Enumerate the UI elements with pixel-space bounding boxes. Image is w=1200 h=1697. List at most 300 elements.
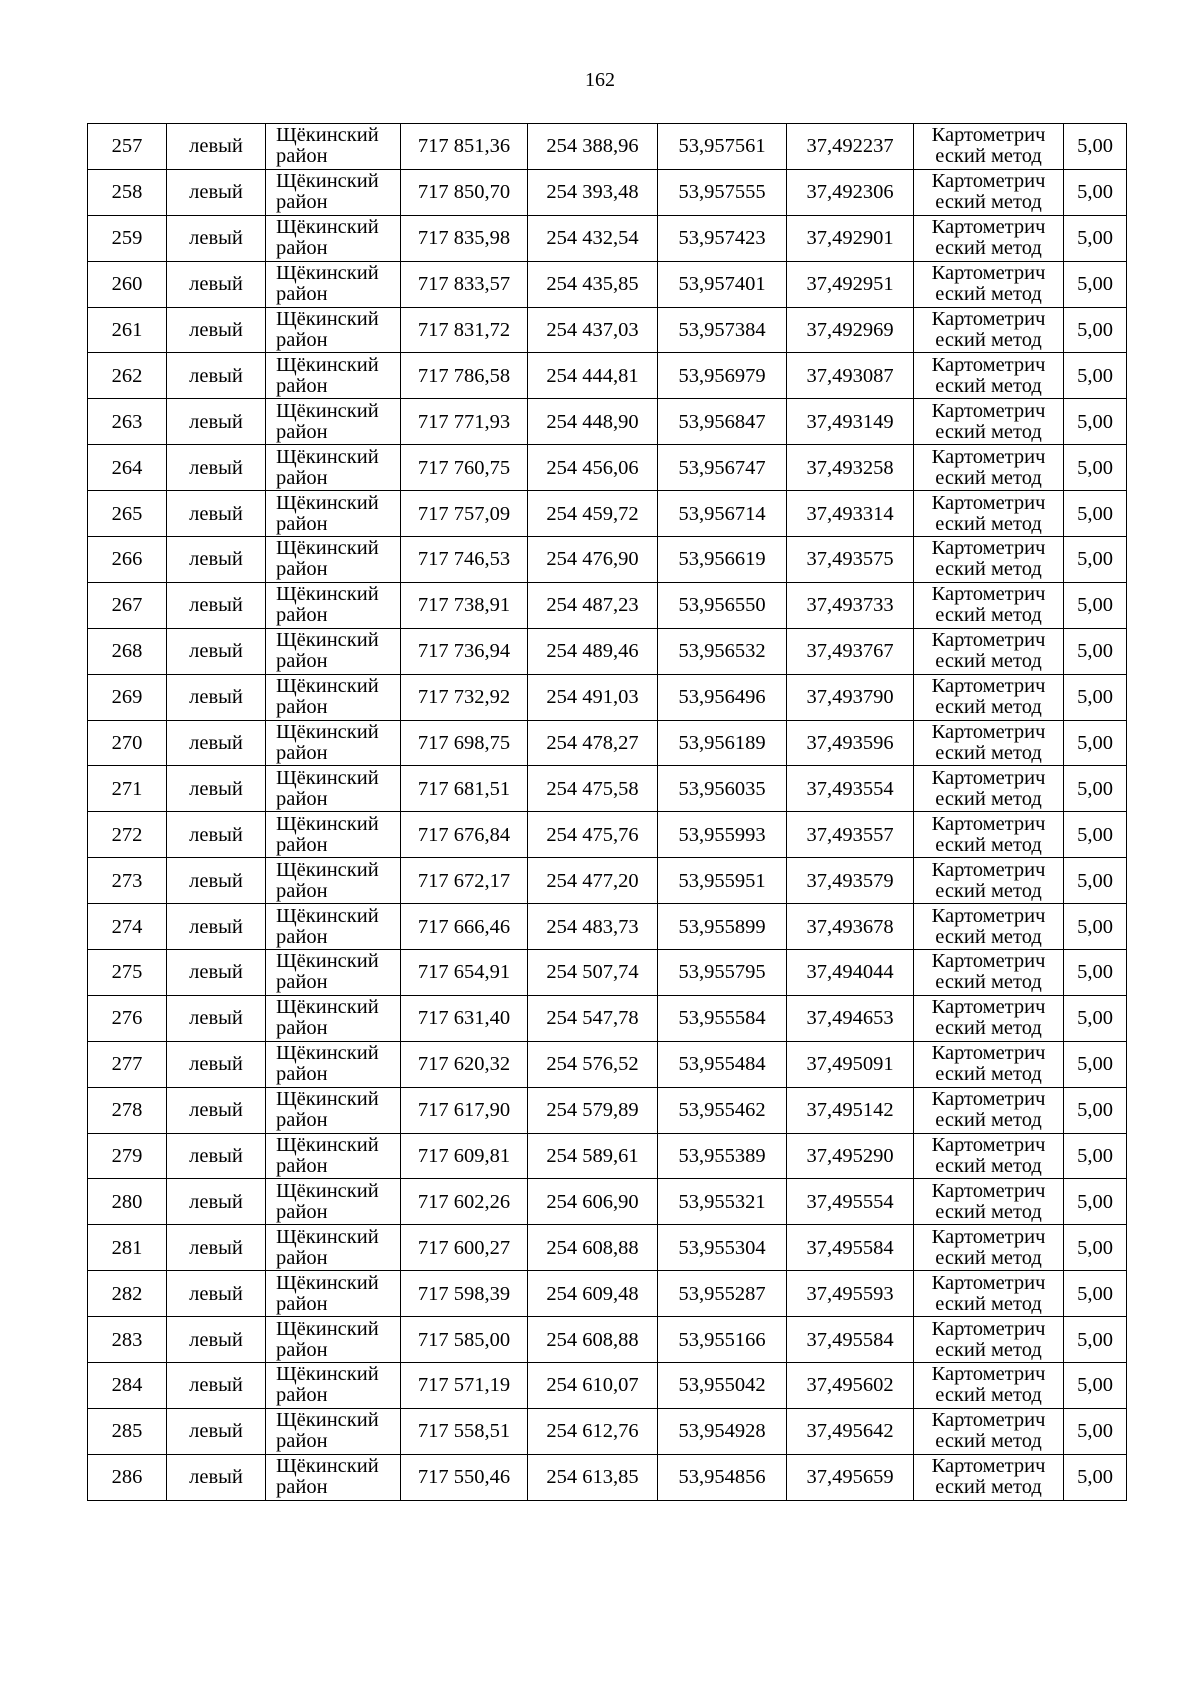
table-row [88,124,1127,170]
method-cell [914,1271,1064,1317]
accuracy-cell [1064,537,1127,583]
point-number: 260 [111,273,143,296]
point-number: 278 [111,1099,143,1122]
x-coordinate-cell [401,307,528,353]
side-cell [167,1317,266,1363]
accuracy-cell [1064,766,1127,812]
point-number: 263 [111,410,143,433]
accuracy-cell [1064,950,1127,996]
x-coordinate-cell [401,537,528,583]
bank-side: левый [189,319,243,341]
district-name-line: Щёкинский [276,1409,379,1432]
table-row [88,628,1127,674]
x-coordinate: 717 602,26 [417,1190,511,1213]
district-name-line: район [276,696,328,719]
latitude-cell [658,812,787,858]
bank-side: левый [189,410,243,433]
bank-side: левый [189,502,243,525]
x-coordinate: 717 558,51 [417,1420,511,1443]
district-name-line: Щёкинский [276,721,379,744]
table-row [88,307,1127,353]
x-coordinate: 717 571,19 [417,1374,511,1397]
y-coordinate-cell [528,766,658,812]
district-cell [266,1179,401,1225]
longitude-cell [787,537,914,583]
table-row [88,169,1127,215]
longitude-cell [787,812,914,858]
accuracy: 5,00 [1077,1420,1113,1443]
latitude: 53,957384 [678,319,766,341]
district-name-line: Щёкинский [276,445,379,468]
bank-side: левый [189,1190,243,1213]
longitude: 37,492951 [806,273,894,296]
point-number: 280 [111,1190,143,1213]
method-cell [914,582,1064,628]
point-number: 281 [111,1236,143,1259]
side-cell [167,1454,266,1500]
y-coordinate-cell [528,1041,658,1087]
side-cell [167,674,266,720]
point-number: 285 [111,1420,143,1443]
district-cell [266,720,401,766]
method-line: еский метод [935,833,1042,856]
longitude: 37,492969 [806,319,894,341]
method-cell [914,1087,1064,1133]
latitude-cell [658,215,787,261]
accuracy: 5,00 [1077,456,1113,479]
y-coordinate: 254 608,88 [546,1328,639,1351]
longitude: 37,493575 [806,548,894,571]
table-row [88,1454,1127,1500]
bank-side: левый [189,1053,243,1076]
longitude-cell [787,904,914,950]
method-line: Картометрич [931,170,1046,193]
x-coordinate: 717 631,40 [417,1007,511,1030]
y-coordinate-cell [528,1225,658,1271]
longitude: 37,495659 [806,1466,894,1489]
method-line: Картометрич [931,399,1046,422]
y-coordinate-cell [528,674,658,720]
method-cell [914,261,1064,307]
y-coordinate: 254 609,48 [546,1282,639,1305]
longitude-cell [787,1179,914,1225]
accuracy-cell [1064,858,1127,904]
point-number-cell [88,399,167,445]
x-coordinate-cell [401,582,528,628]
longitude-cell [787,582,914,628]
point-number: 262 [111,364,143,387]
longitude: 37,495554 [806,1190,894,1213]
bank-side: левый [189,1145,243,1168]
longitude: 37,492237 [806,135,894,158]
method-line: Картометрич [931,996,1046,1019]
method-line: еский метод [935,283,1042,306]
latitude: 53,956714 [678,502,766,525]
longitude-cell [787,720,914,766]
method-cell [914,307,1064,353]
district-cell [266,124,401,170]
table-row [88,537,1127,583]
latitude: 53,956747 [678,456,766,479]
point-number: 273 [111,869,143,892]
side-cell [167,628,266,674]
table-row [88,445,1127,491]
latitude: 53,957561 [678,135,766,158]
side-cell [167,169,266,215]
longitude: 37,495290 [806,1145,894,1168]
x-coordinate: 717 851,36 [417,135,511,158]
bank-side: левый [189,1236,243,1259]
bank-side: левый [189,869,243,892]
method-cell [914,399,1064,445]
method-line: Картометрич [931,1317,1046,1340]
method-line: Картометрич [931,537,1046,560]
district-cell [266,628,401,674]
accuracy-cell [1064,1317,1127,1363]
method-cell [914,674,1064,720]
longitude-cell [787,674,914,720]
accuracy: 5,00 [1077,823,1113,846]
method-cell [914,904,1064,950]
district-name-line: район [276,742,328,765]
x-coordinate: 717 760,75 [417,456,511,479]
latitude-cell [658,1271,787,1317]
bank-side: левый [189,273,243,296]
accuracy: 5,00 [1077,732,1113,755]
district-cell [266,766,401,812]
method-line: еский метод [935,145,1042,168]
y-coordinate-cell [528,491,658,537]
longitude-cell [787,399,914,445]
table-row [88,491,1127,537]
method-line: еский метод [935,1476,1042,1499]
x-coordinate-cell [401,628,528,674]
district-name-line: Щёкинский [276,537,379,560]
accuracy-cell [1064,215,1127,261]
y-coordinate: 254 606,90 [546,1190,639,1213]
method-cell [914,491,1064,537]
longitude-cell [787,766,914,812]
x-coordinate: 717 738,91 [417,594,511,617]
district-cell [266,1271,401,1317]
x-coordinate-cell [401,1454,528,1500]
point-number: 261 [111,319,143,341]
accuracy-cell [1064,1363,1127,1409]
latitude-cell [658,995,787,1041]
method-line: Картометрич [931,1409,1046,1432]
method-cell [914,766,1064,812]
district-cell [266,1363,401,1409]
method-cell [914,995,1064,1041]
point-number-cell [88,1225,167,1271]
method-cell [914,169,1064,215]
accuracy-cell [1064,582,1127,628]
district-name-line: Щёкинский [276,1179,379,1202]
side-cell [167,353,266,399]
longitude: 37,493557 [806,823,894,846]
accuracy: 5,00 [1077,1145,1113,1168]
bank-side: левый [189,594,243,617]
latitude-cell [658,169,787,215]
district-cell [266,1317,401,1363]
point-number-cell [88,1133,167,1179]
y-coordinate-cell [528,858,658,904]
latitude-cell [658,261,787,307]
point-number: 274 [111,915,143,938]
accuracy: 5,00 [1077,1053,1113,1076]
table-row [88,261,1127,307]
method-line: еский метод [935,374,1042,397]
bank-side: левый [189,364,243,387]
y-coordinate-cell [528,169,658,215]
district-name-line: район [276,1384,328,1407]
district-name-line: район [276,1292,328,1315]
y-coordinate: 254 456,06 [546,456,639,479]
district-name-line: Щёкинский [276,1225,379,1248]
method-line: еский метод [935,329,1042,351]
x-coordinate: 717 732,92 [417,686,511,709]
accuracy-cell [1064,1087,1127,1133]
table-row [88,950,1127,996]
x-coordinate: 717 654,91 [417,961,511,984]
accuracy-cell [1064,353,1127,399]
longitude: 37,495642 [806,1420,894,1443]
district-name-line: район [276,1200,328,1223]
latitude-cell [658,1179,787,1225]
district-cell [266,858,401,904]
method-cell [914,858,1064,904]
y-coordinate-cell [528,1317,658,1363]
point-number: 286 [111,1466,143,1489]
accuracy-cell [1064,445,1127,491]
method-cell [914,1454,1064,1500]
y-coordinate-cell [528,995,658,1041]
latitude-cell [658,904,787,950]
y-coordinate-cell [528,261,658,307]
method-line: еский метод [935,1246,1042,1269]
accuracy: 5,00 [1077,640,1113,663]
side-cell [167,1133,266,1179]
x-coordinate: 717 736,94 [417,640,511,663]
district-cell [266,904,401,950]
method-line: Картометрич [931,904,1046,927]
latitude: 53,955042 [678,1374,766,1397]
latitude-cell [658,1408,787,1454]
latitude: 53,957423 [678,227,766,250]
x-coordinate: 717 672,17 [417,869,511,892]
district-name-line: район [276,374,328,397]
y-coordinate: 254 435,85 [546,273,639,296]
y-coordinate-cell [528,1179,658,1225]
x-coordinate-cell [401,491,528,537]
x-coordinate: 717 676,84 [417,823,511,846]
district-name-line: район [276,466,328,489]
longitude-cell [787,124,914,170]
method-line: Картометрич [931,262,1046,285]
district-name-line: район [276,237,328,260]
y-coordinate: 254 477,20 [546,869,639,892]
bank-side: левый [189,686,243,709]
point-number-cell [88,858,167,904]
point-number: 257 [111,135,143,158]
point-number-cell [88,445,167,491]
accuracy: 5,00 [1077,869,1113,892]
side-cell [167,812,266,858]
point-number-cell [88,904,167,950]
method-line: Картометрич [931,1225,1046,1248]
district-cell [266,1454,401,1500]
method-line: еский метод [935,1155,1042,1178]
accuracy: 5,00 [1077,915,1113,938]
method-cell [914,812,1064,858]
bank-side: левый [189,1282,243,1305]
district-name-line: Щёкинский [276,675,379,698]
side-cell [167,1087,266,1133]
latitude: 53,955166 [678,1328,766,1351]
district-name-line: район [276,833,328,856]
point-number: 276 [111,1007,143,1030]
district-name-line: район [276,420,328,443]
bank-side: левый [189,135,243,158]
latitude-cell [658,353,787,399]
district-name-line: район [276,650,328,673]
method-line: еский метод [935,466,1042,489]
y-coordinate: 254 475,58 [546,777,639,800]
table-row [88,215,1127,261]
district-cell [266,674,401,720]
district-name-line: Щёкинский [276,950,379,973]
method-line: Картометрич [931,721,1046,744]
district-name-line: Щёкинский [276,812,379,835]
district-cell [266,307,401,353]
y-coordinate: 254 610,07 [546,1374,639,1397]
point-number-cell [88,582,167,628]
method-line: Картометрич [931,858,1046,881]
district-name-line: Щёкинский [276,399,379,422]
page-number: 162 [585,69,615,91]
y-coordinate-cell [528,445,658,491]
side-cell [167,491,266,537]
side-cell [167,1225,266,1271]
table-row [88,1317,1127,1363]
y-coordinate-cell [528,1363,658,1409]
bank-side: левый [189,227,243,250]
method-line: еский метод [935,742,1042,765]
bank-side: левый [189,732,243,755]
y-coordinate: 254 491,03 [546,686,639,709]
accuracy: 5,00 [1077,181,1113,204]
y-coordinate: 254 547,78 [546,1007,639,1030]
side-cell [167,1179,266,1225]
longitude-cell [787,1133,914,1179]
side-cell [167,1408,266,1454]
x-coordinate: 717 585,00 [417,1328,511,1351]
x-coordinate-cell [401,445,528,491]
x-coordinate: 717 786,58 [417,364,511,387]
longitude: 37,493087 [806,364,894,387]
point-number-cell [88,1087,167,1133]
district-name-line: Щёкинский [276,216,379,239]
district-cell [266,1133,401,1179]
x-coordinate: 717 550,46 [417,1466,511,1489]
latitude-cell [658,537,787,583]
y-coordinate: 254 507,74 [546,961,639,984]
y-coordinate-cell [528,720,658,766]
x-coordinate-cell [401,124,528,170]
district-name-line: район [276,558,328,581]
longitude-cell [787,1363,914,1409]
district-name-line: Щёкинский [276,996,379,1019]
accuracy: 5,00 [1077,319,1113,341]
latitude: 53,955951 [678,869,766,892]
x-coordinate: 717 598,39 [417,1282,511,1305]
y-coordinate-cell [528,124,658,170]
side-cell [167,950,266,996]
district-name-line: Щёкинский [276,1042,379,1065]
y-coordinate-cell [528,399,658,445]
point-number: 265 [111,502,143,525]
latitude: 53,956847 [678,410,766,433]
latitude-cell [658,124,787,170]
method-line: еский метод [935,971,1042,994]
longitude-cell [787,628,914,674]
side-cell [167,307,266,353]
x-coordinate-cell [401,766,528,812]
district-name-line: Щёкинский [276,1134,379,1157]
district-name-line: район [276,1246,328,1269]
x-coordinate-cell [401,1225,528,1271]
table-row [88,582,1127,628]
method-line: еский метод [935,650,1042,673]
side-cell [167,858,266,904]
district-name-line: район [276,512,328,535]
longitude-cell [787,353,914,399]
bank-side: левый [189,777,243,800]
table-row [88,1363,1127,1409]
y-coordinate: 254 489,46 [546,640,639,663]
point-number: 284 [111,1374,143,1397]
bank-side: левый [189,1374,243,1397]
point-number-cell [88,1179,167,1225]
x-coordinate-cell [401,904,528,950]
district-cell [266,812,401,858]
y-coordinate-cell [528,628,658,674]
point-number-cell [88,1271,167,1317]
method-cell [914,215,1064,261]
district-name-line: район [276,1430,328,1453]
point-number: 272 [111,823,143,846]
accuracy-cell [1064,1408,1127,1454]
accuracy: 5,00 [1077,227,1113,250]
latitude-cell [658,445,787,491]
longitude: 37,493149 [806,410,894,433]
table-row [88,674,1127,720]
method-cell [914,628,1064,674]
point-number-cell [88,307,167,353]
x-coordinate-cell [401,215,528,261]
district-name-line: район [276,283,328,306]
district-name-line: район [276,145,328,168]
accuracy-cell [1064,399,1127,445]
accuracy-cell [1064,1225,1127,1271]
district-cell [266,1041,401,1087]
point-number: 266 [111,548,143,571]
latitude: 53,956550 [678,594,766,617]
method-line: еский метод [935,1430,1042,1453]
x-coordinate-cell [401,1179,528,1225]
table-row [88,858,1127,904]
method-line: Картометрич [931,629,1046,652]
